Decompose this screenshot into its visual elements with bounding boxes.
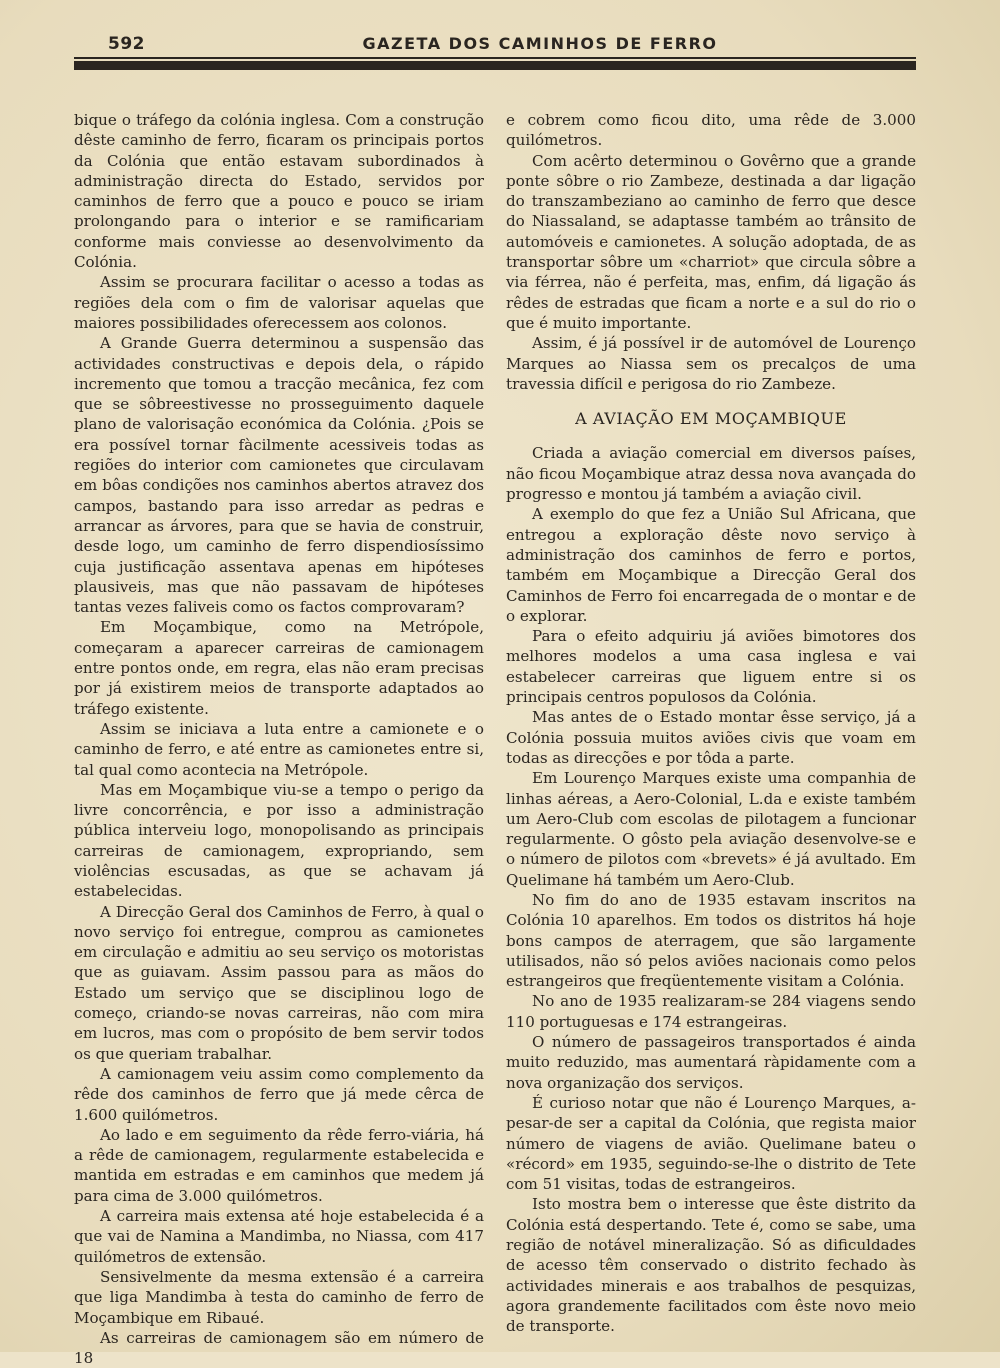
paragraph: Ao lado e em seguimento da rêde ferro-viária, há a rêde de camionagem, regularmente estabelecida e mantida em estradas e em caminhos que medem já para cima de 3.000 quilómetros. (74, 1125, 484, 1205)
paragraph: No fim do ano de 1935 estavam inscritos na Colónia 10 aparelhos. Em todos os distritos há hoje bons campos de aterragem, que são largamente utilisados, não só pelos aviões nacionais como pelos estrangeiros que freqüentemente visitam a Colónia. (506, 890, 916, 991)
paragraph: É curioso notar que não é Lourenço Marques, a-pesar-de ser a capital da Colónia, que regista maior número de viagens de avião. Quelimane bateu o «récord» em 1935, seguindo-se-lhe o distrito de Tete com 51 visitas, todas de estrangeiros. (506, 1093, 916, 1194)
paragraph: No ano de 1935 realizaram-se 284 viagens sendo 110 portuguesas e 174 estrangeiras. (506, 992, 916, 1031)
journal-title: GAZETA DOS CAMINHOS DE FERRO (362, 34, 718, 53)
paragraph: A carreira mais extensa até hoje estabelecida é a que vai de Namina a Mandimba, no Niassa, com 417 quilómetros de extensão. (74, 1207, 484, 1266)
paragraph: Assim se iniciava a luta entre a camionete e o caminho de ferro, e até entre as camionetes entre si, tal qual como acontecia na Metrópole. (74, 719, 484, 779)
paragraph: Assim se procurara facilitar o acesso a todas as regiões dela com o fim de valorisar aquelas que maiores possibilidades oferecessem aos colonos. (74, 273, 484, 332)
paragraph: A Grande Guerra determinou a suspensão das actividades constructivas e depois dela, o rápido incremento que tomou a tracção mecânica, fez com que se sôbreestivesse no prosseguimento daquele plano de valorisação económica da Colónia. ¿Pois se era possível tornar fàcilmente acessiveis todas as regiões do interior com camionetes que circulavam em bôas condições nos caminhos abertos atravez dos campos, bastando para isso arredar as pedras e arrancar as árvores, para que se havia de construir, desde logo, um caminho de ferro dispendiosíssimo cuja justificação assentava apenas em hipóteses plausiveis, mas que não passavam de hipóteses tantas vezes faliveis como os factos comprovaram? (74, 334, 484, 617)
paragraph: Com acêrto determinou o Govêrno que a grande ponte sôbre o rio Zambeze, destinada a dar ligação do transzambeziano ao caminho de ferro que desce do Niassaland, se adaptasse também ao trânsito de automóveis e camionetes. A solução adoptada, de as transportar sôbre um «charriot» que circula sôbre a via férrea, não é perfeita, mas, enfim, dá ligação ás rêdes de estradas que ficam a norte e a sul do rio o que é muito importante. (506, 151, 916, 332)
paragraph: As carreiras de camionagem são em número de 18 (74, 1328, 484, 1368)
header-rule-thick (74, 61, 916, 70)
paragraph: Mas em Moçambique viu-se a tempo o perigo da livre concorrência, e por isso a administração pública interveiu logo, monopolisando as principais carreiras de camionagem, expropriando, sem violências escusadas, as que se achavam já estabelecidas. (74, 780, 484, 901)
page-number: 592 (108, 34, 145, 54)
paragraph: O número de passageiros transportados é ainda muito reduzido, mas aumentará ràpidamente com a nova organização dos serviços. (506, 1033, 916, 1092)
paragraph: e cobrem como ficou dito, uma rêde de 3.000 quilómetros. (506, 111, 916, 150)
paragraph: Criada a aviação comercial em diversos países, não ficou Moçambique atraz dessa nova avançada do progresso e montou já também a aviação civil. (506, 444, 916, 504)
paragraph: Assim, é já possível ir de automóvel de Lourenço Marques ao Niassa sem os precalços de uma travessia difícil e perigosa do rio Zambeze. (506, 334, 916, 393)
paragraph: Isto mostra bem o interesse que êste distrito da Colónia está despertando. Tete é, como se sabe, uma região de notável mineralização. Só as dificuldades de acesso têm conservado o distrito fechado às actividades minerais e aos trabalhos de pesquizas, agora grandemente facilitados com êste novo meio de transporte. (506, 1195, 916, 1336)
paragraph: A Direcção Geral dos Caminhos de Ferro, à qual o novo serviço foi entregue, comprou as camionetes em circulação e admitiu ao seu serviço os motoristas que as guiavam. Assim passou para as mãos do Estado um serviço que se disciplinou logo de começo, criando-se novas carreiras, não com mira em lucros, mas com o propósito de bem servir todos os que queriam trabalhar. (74, 902, 484, 1063)
paragraph: bique o tráfego da colónia inglesa. Com a construção dêste caminho de ferro, ficaram os principais portos da Colónia que então estavam subordinados à administração directa do Estado, servidos por caminhos de ferro que a pouco e pouco se iriam prolongando para o interior e se ramificariam conforme mais conviesse ao desenvolvimento da Colónia. (74, 111, 484, 272)
paragraph: Em Moçambique, como na Metrópole, começaram a aparecer carreiras de camionagem entre pontos onde, em regra, elas não eram precisas por já existirem meios de transporte adaptados ao tráfego existente. (74, 618, 484, 718)
header-rule-thin (74, 57, 916, 59)
paragraph: Sensivelmente da mesma extensão é a carreira que liga Mandimba à testa do caminho de ferro de Moçambique em Ribaué. (74, 1267, 484, 1327)
paragraph: Mas antes de o Estado montar êsse serviço, já a Colónia possuia muitos aviões civis que voam em todas as direcções e por tôda a parte. (506, 708, 916, 767)
paragraph: A camionagem veiu assim como complemento da rêde dos caminhos de ferro que já mede cêrca de 1.600 quilómetros. (74, 1064, 484, 1124)
right-column (506, 110, 916, 1337)
paragraph: A exemplo do que fez a União Sul Africana, que entregou a exploração dêste novo serviço à administração dos caminhos de ferro e portos, também em Moçambique a Direcção Geral dos Caminhos de Ferro foi encarregada de o montar e de o explorar. (506, 505, 916, 625)
left-column (74, 110, 484, 1368)
paragraph: Em Lourenço Marques existe uma companhia de linhas aéreas, a Aero-Colonial, L.da e existe também um Aero-Club com escolas de pilotagem a funcionar regularmente. O gôsto pela aviação desenvolve-se e o número de pilotos com «brevets» é já avultado. Em Quelimane há também um Aero-Club. (506, 769, 916, 889)
paragraph: Para o efeito adquiriu já aviões bimotores dos melhores modelos a uma casa inglesa e vai estabelecer carreiras que liguem entre si os principais centros populosos da Colónia. (506, 627, 916, 707)
section-heading: A AVIAÇÃO EM MOÇAMBIQUE (575, 409, 847, 429)
page-header (74, 30, 916, 56)
